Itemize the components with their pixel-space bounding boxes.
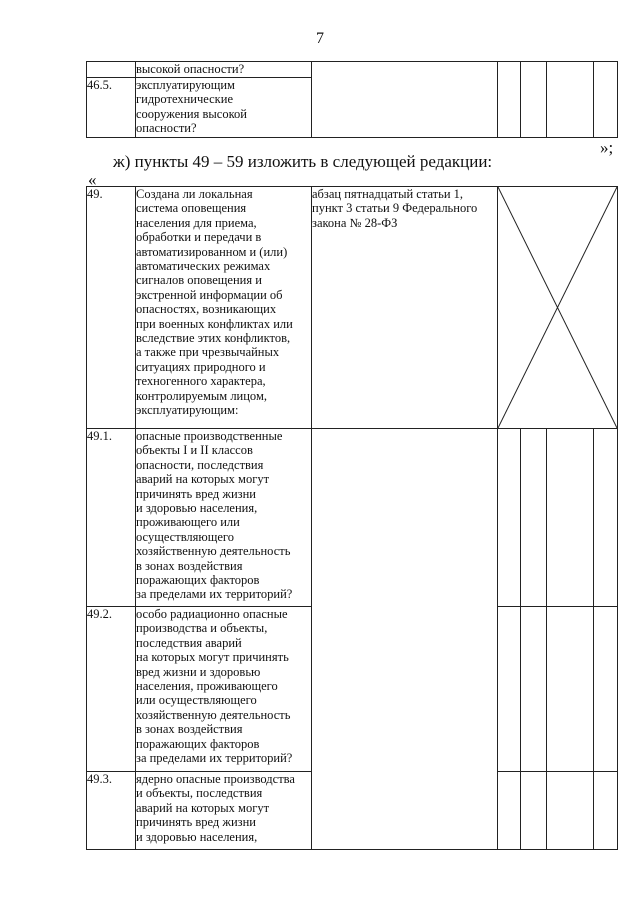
top-table <box>86 61 618 138</box>
question-text: ядерно опасные производства и объекты, последствия аварий на которых могут причинять вред жизни и здоровью населения, <box>136 772 312 850</box>
note-cell <box>594 772 618 850</box>
note-cell <box>594 429 618 607</box>
answer-yes-cell <box>498 62 521 138</box>
page-number: 7 <box>316 30 324 47</box>
table-row <box>87 187 618 429</box>
crossed-out-cell <box>498 187 618 429</box>
reference-cell <box>312 429 498 850</box>
answer-no-cell <box>521 429 547 607</box>
answer-na-cell <box>547 429 594 607</box>
answer-no-cell <box>521 772 547 850</box>
main-table <box>86 186 618 850</box>
note-cell <box>594 62 618 138</box>
opening-quote: « <box>88 170 97 189</box>
question-text: опасные производственные объекты I и II классов опасности, последствия аварий на которых могут причинять вред жизни и здоровью населения, проживающего или осуществляющего хозяйственную деятельность в зонах воздействия поражающих факторов за пределами их территорий? <box>136 429 312 607</box>
row-number: 49.3. <box>87 772 136 850</box>
answer-na-cell <box>547 772 594 850</box>
row-number: 49.2. <box>87 607 136 772</box>
row-number: 49. <box>87 187 136 429</box>
row-number: 46.5. <box>87 78 136 138</box>
cross-mark <box>498 187 617 428</box>
closing-quote: »; <box>600 138 614 157</box>
row-number <box>87 62 136 78</box>
amendment-instruction: ж) пункты 49 – 59 изложить в следующей редакции: <box>113 152 493 171</box>
answer-no-cell <box>521 607 547 772</box>
table-row <box>87 62 618 78</box>
legal-reference: абзац пятнадцатый статьи 1, пункт 3 статьи 9 Федерального закона № 28-ФЗ <box>312 187 498 429</box>
question-text: эксплуатирующим гидротехнические сооружения высокой опасности? <box>136 78 312 138</box>
question-text: высокой опасности? <box>136 62 312 78</box>
answer-no-cell <box>521 62 547 138</box>
row-number: 49.1. <box>87 429 136 607</box>
reference-cell <box>312 62 498 138</box>
answer-yes-cell <box>498 607 521 772</box>
table-row <box>87 429 618 607</box>
question-text: Создана ли локальная система оповещения населения для приема, обработки и передачи в автоматизированном и (или) автоматических режимах сигналов оповещения и экстренной информации об опасностях, возникающих при военных конфликтах или вследствие этих конфликтов, а также при чрезвычайных ситуациях природного и техногенного характера, контролируемым лицом, эксплуатирующим: <box>136 187 312 429</box>
answer-yes-cell <box>498 772 521 850</box>
answer-yes-cell <box>498 429 521 607</box>
question-text: особо радиационно опасные производства и объекты, последствия аварий на которых могут причинять вред жизни и здоровью населения, проживающего или осуществляющего хозяйственную деятельность в зонах воздействия поражающих факторов за пределами их территорий? <box>136 607 312 772</box>
answer-na-cell <box>547 62 594 138</box>
answer-na-cell <box>547 607 594 772</box>
note-cell <box>594 607 618 772</box>
